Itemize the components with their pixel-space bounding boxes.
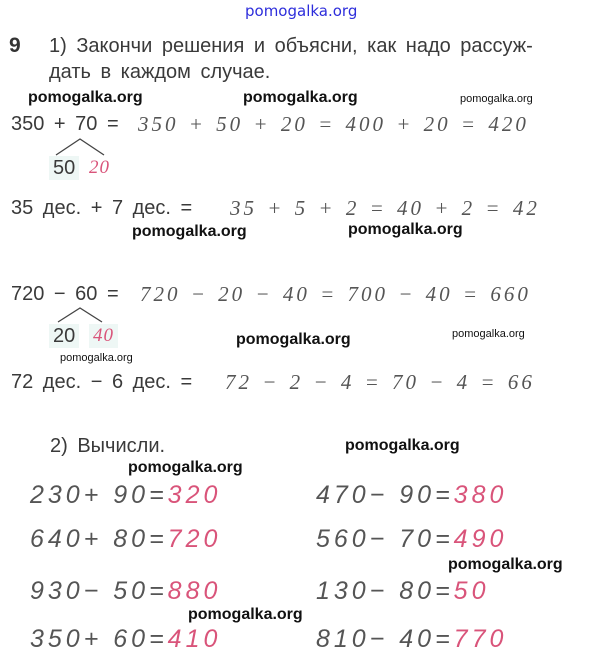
watermark: pomogalka.org — [60, 352, 133, 364]
calc-expression: 130− 80= — [316, 577, 454, 605]
calc-row — [316, 524, 507, 554]
watermark: pomogalka.org — [236, 331, 351, 348]
watermark: pomogalka.org — [448, 556, 563, 573]
calc-row — [30, 480, 221, 510]
example-expression: 720 − 60 = — [11, 283, 119, 305]
task-number: 9 — [9, 34, 21, 57]
calc-row — [30, 624, 221, 654]
watermark: pomogalka.org — [188, 606, 303, 623]
watermark: pomogalka.org — [345, 437, 460, 454]
instruction-line2: дать в каждом случае. — [49, 61, 271, 83]
calc-row — [316, 576, 489, 606]
watermark: pomogalka.org — [452, 328, 525, 340]
example-solution: 720 − 20 − 40 = 700 − 40 = 660 — [140, 282, 531, 306]
calc-expression: 350+ 60= — [30, 625, 168, 653]
watermark: pomogalka.org — [460, 93, 533, 105]
calc-answer: 880 — [167, 577, 222, 605]
example-solution: 72 − 2 − 4 = 70 − 4 = 66 — [225, 370, 535, 394]
calc-answer: 380 — [453, 481, 508, 509]
split-lines — [50, 137, 110, 157]
calc-answer: 50 — [453, 577, 490, 605]
calc-answer: 320 — [167, 481, 222, 509]
split-given: 20 — [49, 324, 79, 348]
split-answer: 40 — [89, 324, 118, 348]
split-answer: 20 — [89, 157, 110, 178]
calc-row — [316, 624, 507, 654]
example-solution: 350 + 50 + 20 = 400 + 20 = 420 — [138, 112, 529, 136]
calc-answer: 410 — [167, 625, 222, 653]
watermark: pomogalka.org — [28, 89, 143, 106]
calc-row — [30, 576, 221, 606]
split-lines — [50, 306, 110, 324]
calc-expression: 560− 70= — [316, 525, 454, 553]
calc-expression: 470− 90= — [316, 481, 454, 509]
watermark: pomogalka.org — [243, 89, 358, 106]
watermark: pomogalka.org — [128, 459, 243, 476]
watermark: pomogalka.org — [132, 223, 247, 240]
calc-row — [316, 480, 507, 510]
calc-answer: 770 — [453, 625, 508, 653]
example-expression: 35 дес. + 7 дес. = — [11, 197, 193, 219]
calc-answer: 720 — [167, 525, 222, 553]
calc-answer: 490 — [453, 525, 508, 553]
part2-instruction: 2) Вычисли. — [50, 435, 166, 457]
calc-expression: 640+ 80= — [30, 525, 168, 553]
example-expression: 72 дес. − 6 дес. = — [11, 371, 193, 393]
calc-expression: 930− 50= — [30, 577, 168, 605]
split-given: 50 — [49, 156, 79, 180]
calc-expression: 230+ 90= — [30, 481, 168, 509]
example-expression: 350 + 70 = — [11, 113, 119, 135]
instruction-line1: 1) Закончи решения и объясни, как надо рассуж- — [49, 35, 533, 57]
watermark-top: pomogalka.org — [245, 2, 358, 20]
watermark: pomogalka.org — [348, 221, 463, 238]
calc-expression: 810− 40= — [316, 625, 454, 653]
calc-row — [30, 524, 221, 554]
example-solution: 35 + 5 + 2 = 40 + 2 = 42 — [230, 196, 540, 220]
